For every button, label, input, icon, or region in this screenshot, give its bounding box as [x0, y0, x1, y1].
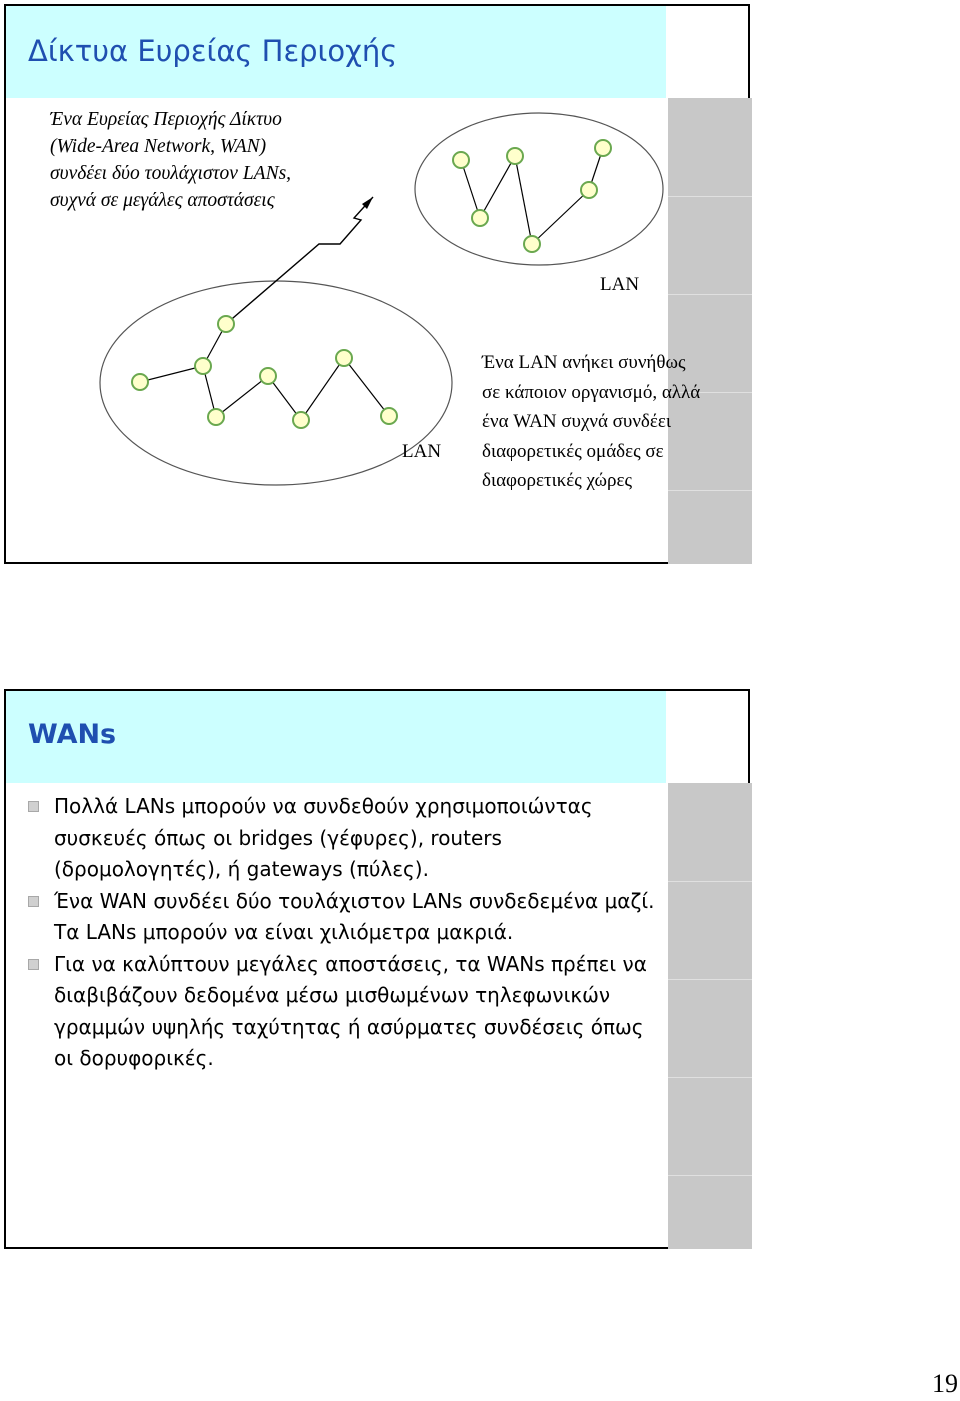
description-line: διαφορετικές χώρες: [482, 470, 633, 491]
description-line: σε κάποιον οργανισμό, αλλά: [482, 381, 701, 403]
lan-label-top: LAN: [600, 274, 640, 295]
lan-node: [260, 368, 276, 384]
bullet-text: Πολλά LANs μπορούν να συνδεθούν χρησιμοποιώντας συσκευές όπως οι bridges (γέφυρες), routers (δρομολογητές), ή gateways (πύλες).: [54, 794, 593, 881]
side-strip: [668, 783, 752, 1249]
slide-title: WANs: [28, 719, 117, 750]
page-number: 19: [932, 1369, 958, 1398]
slide-title: Δίκτυα Ευρείας Περιοχής: [28, 34, 398, 68]
lan-label-bottom: LAN: [402, 441, 442, 462]
lan-node: [507, 148, 523, 164]
lan-node: [381, 408, 397, 424]
bullet-list: [24, 791, 664, 1075]
slide-wans: [4, 689, 750, 1249]
slide-wide-area-networks: [4, 4, 750, 564]
lan-ellipse-bottom: [100, 281, 452, 485]
lan-node: [453, 152, 469, 168]
description-line: ένα WAN συχνά συνδέει: [482, 411, 671, 432]
bullet-item: [24, 886, 664, 949]
lan-node: [208, 409, 224, 425]
description-line: Ένα LAN ανήκει συνήθως: [482, 352, 686, 373]
lan-node: [595, 140, 611, 156]
definition-line: συχνά σε μεγάλες αποστάσεις: [50, 190, 275, 211]
definition-line: (Wide-Area Network, WAN): [50, 136, 267, 157]
lan-node: [581, 182, 597, 198]
lan-node: [524, 236, 540, 252]
definition-line: Ένα Ευρείας Περιοχής Δίκτυο: [50, 109, 282, 130]
lan-node: [218, 316, 234, 332]
bullet-text: Ένα WAN συνδέει δύο τουλάχιστον LANs συνδεδεμένα μαζί. Τα LANs μπορούν να είναι χιλιόμετρα μακριά.: [54, 888, 655, 944]
wan-link: [226, 197, 373, 324]
bullet-marker-icon: [28, 896, 39, 907]
definition-line: συνδέει δύο τουλάχιστον LANs,: [50, 163, 292, 184]
description-line: διαφορετικές ομάδες σε: [482, 440, 664, 462]
lan-node: [195, 358, 211, 374]
lan-node: [472, 210, 488, 226]
lan-vs-wan-description: [482, 348, 700, 496]
lan-node: [336, 350, 352, 366]
bullet-text: Για να καλύπτουν μεγάλες αποστάσεις, τα WANs πρέπει να διαβιβάζουν δεδομένα μέσω μισθωμένων τηλεφωνικών γραμμών υψηλής ταχύτητας ή ασύρματες συνδέσεις όπως οι δορυφορικές.: [54, 951, 647, 1070]
bullet-marker-icon: [28, 959, 39, 970]
bullet-item: [24, 949, 664, 1075]
lan-edges-top: [461, 148, 603, 244]
bullet-marker-icon: [28, 801, 39, 812]
lan-node: [132, 374, 148, 390]
bullet-item: [24, 791, 664, 886]
lan-node: [293, 412, 309, 428]
